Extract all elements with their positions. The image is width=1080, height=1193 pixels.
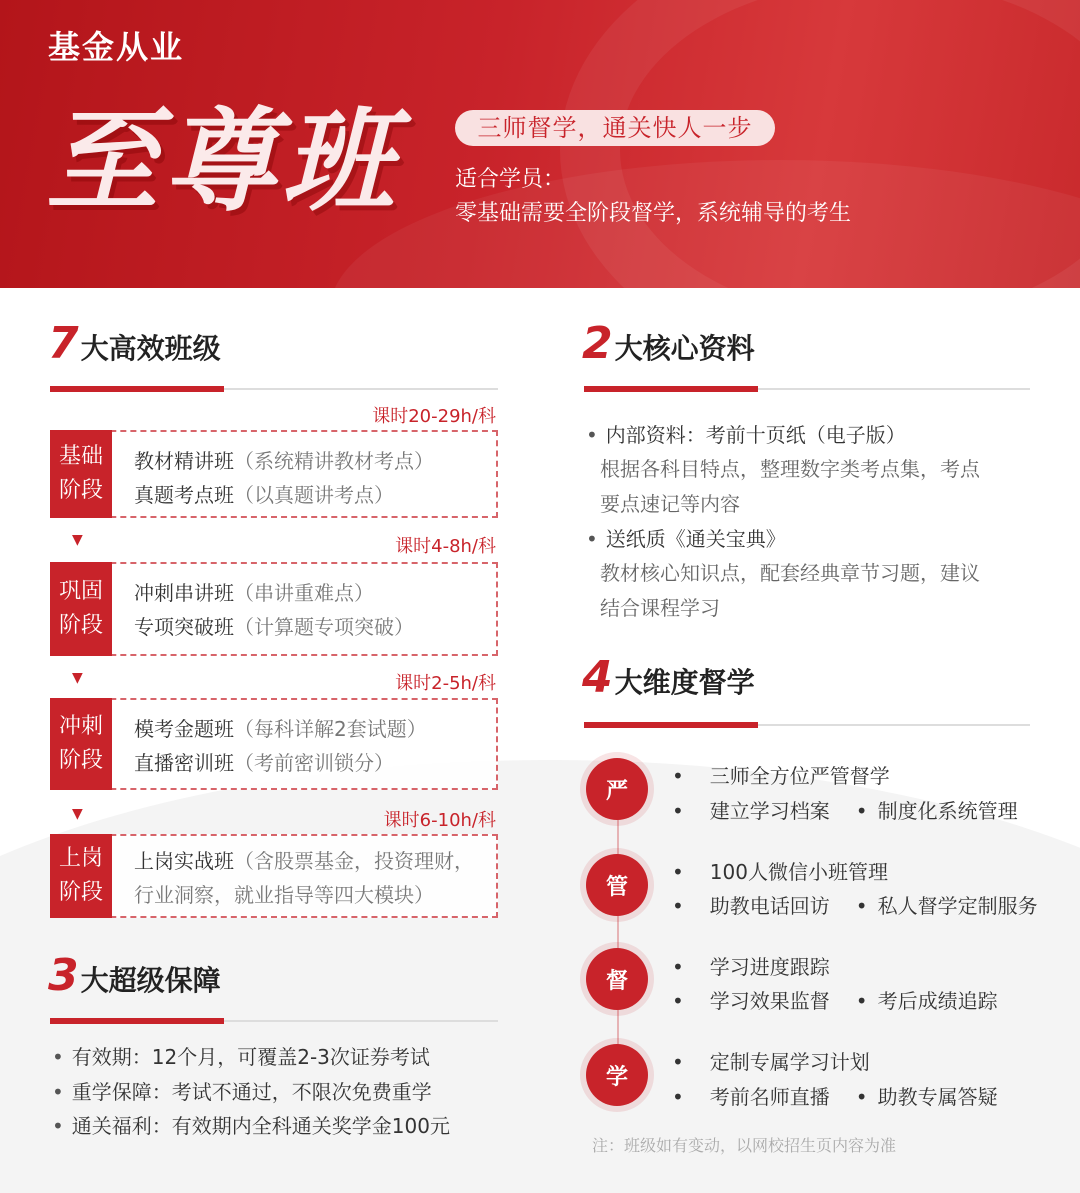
- stage-classes: 模考金题班（每科详解2套试题） 直播密训班（考前密训锁分）: [134, 717, 427, 775]
- stage-tag: 基础 阶段: [50, 430, 112, 518]
- classes-title-text: 大高效班级: [80, 332, 221, 365]
- materials-divider: [584, 388, 1030, 390]
- guarantee-title-text: 大超级保障: [80, 964, 221, 997]
- guarantee-item: • 重学保障：考试不通过，不限次免费重学: [52, 1080, 432, 1104]
- stage-card-basic: [50, 430, 498, 518]
- classes-title-number: 7: [48, 318, 79, 369]
- header-banner: [0, 0, 1080, 288]
- materials-title-text: 大核心资料: [614, 332, 755, 365]
- stage-tag: 巩固 阶段: [50, 562, 112, 656]
- dimension-line: • 学习进度跟踪: [672, 955, 830, 979]
- classes-title: [48, 318, 221, 369]
- stage-card-consolidate: [50, 562, 498, 656]
- down-arrow-icon: ▼: [72, 532, 83, 548]
- stage-hours: 课时6-10h/科: [383, 810, 496, 831]
- material-desc: 根据各科目特点，整理数字类考点集，考点 要点速记等内容: [600, 457, 980, 516]
- dimension-circle: 管: [586, 854, 648, 916]
- audience-desc: 零基础需要全阶段督学，系统辅导的考生: [455, 201, 852, 226]
- audience-label: 适合学员：: [455, 167, 566, 192]
- materials-title: [582, 318, 755, 369]
- stage-card-sprint: [50, 698, 498, 790]
- dimension-line: • 建立学习档案 • 制度化系统管理: [672, 799, 1018, 823]
- dimension-line: • 100人微信小班管理: [672, 860, 888, 884]
- stage-classes: 冲刺串讲班（串讲重难点） 专项突破班（计算题专项突破）: [134, 581, 414, 639]
- material-item: • 送纸质《通关宝典》: [586, 527, 786, 551]
- material-desc: 教材核心知识点，配套经典章节习题，建议 结合课程学习: [600, 561, 980, 620]
- stage-card-job: [50, 834, 498, 918]
- footnote: 注：班级如有变动，以网校招生页内容为准: [592, 1136, 897, 1155]
- guarantee-title-number: 3: [48, 950, 79, 1001]
- stage-classes: 教材精讲班（系统精讲教材考点） 真题考点班（以真题讲考点）: [134, 449, 434, 507]
- supervision-title: [582, 652, 755, 703]
- dimension-circle: 学: [586, 1044, 648, 1106]
- stage-hours: 课时4-8h/科: [395, 536, 496, 557]
- down-arrow-icon: ▼: [72, 670, 83, 686]
- supervision-divider: [584, 724, 1030, 726]
- dimension-circle: 督: [586, 948, 648, 1010]
- guarantee-title: [48, 950, 221, 1001]
- stage-classes: 上岗实战班（含股票基金，投资理财， 行业洞察，就业指导等四大模块）: [134, 849, 474, 907]
- slogan-pill: 三师督学，通关快人一步: [455, 110, 775, 146]
- brand-title: 基金从业: [48, 28, 185, 66]
- down-arrow-icon: ▼: [72, 806, 83, 822]
- material-item: • 内部资料：考前十页纸（电子版）: [586, 423, 906, 447]
- stage-hours: 课时2-5h/科: [395, 673, 496, 694]
- hero-title: 至尊班: [46, 97, 400, 227]
- dimension-circle: 严: [586, 758, 648, 820]
- supervision-title-text: 大维度督学: [614, 666, 755, 699]
- classes-divider: [50, 388, 498, 390]
- dimension-line: • 助教电话回访 • 私人督学定制服务: [672, 894, 1038, 918]
- materials-title-number: 2: [582, 318, 613, 369]
- dimension-line: • 考前名师直播 • 助教专属答疑: [672, 1085, 998, 1109]
- stage-tag: 上岗 阶段: [50, 834, 112, 918]
- stage-tag: 冲刺 阶段: [50, 698, 112, 790]
- stage-hours: 课时20-29h/科: [372, 406, 496, 427]
- supervision-title-number: 4: [582, 652, 613, 703]
- guarantee-item: • 通关福利：有效期内全科通关奖学金100元: [52, 1114, 450, 1138]
- guarantee-divider: [50, 1020, 498, 1022]
- timeline-line: [617, 788, 619, 1078]
- guarantee-item: • 有效期：12个月，可覆盖2-3次证券考试: [52, 1045, 430, 1069]
- dimension-line: • 三师全方位严管督学: [672, 764, 890, 788]
- dimension-line: • 定制专属学习计划: [672, 1050, 870, 1074]
- dimension-line: • 学习效果监督 • 考后成绩追踪: [672, 989, 998, 1013]
